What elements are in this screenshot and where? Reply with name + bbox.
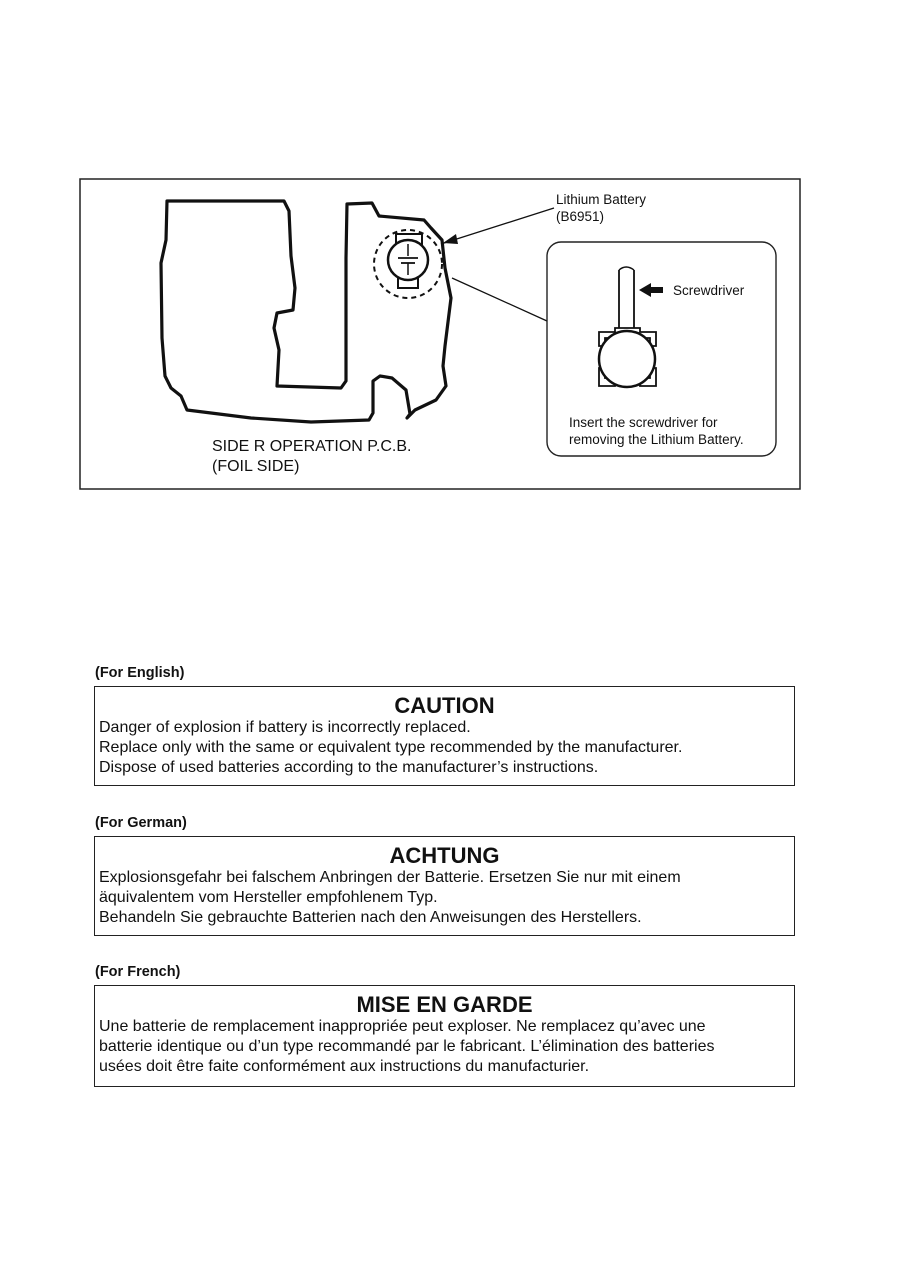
language-label-french: (For French) [95, 964, 181, 980]
battery-leader-line [441, 208, 554, 244]
caution-line: Explosionsgefahr bei falschem Anbringen der Batterie. Ersetzen Sie nur mit einem [99, 869, 681, 886]
caution-box-german [94, 836, 795, 936]
instruction-line-1: Insert the screwdriver for [569, 415, 718, 430]
caution-line: Dispose of used batteries according to the manufacturer’s instructions. [99, 759, 599, 776]
caution-box-english [94, 686, 795, 786]
caution-line: usées doit être faite conformément aux instructions du manufacturier. [99, 1058, 590, 1075]
language-label-german: (For German) [95, 815, 187, 831]
pcb-label [212, 437, 411, 477]
language-label-english: (For English) [95, 665, 185, 681]
screwdriver-label: Screwdriver [673, 283, 745, 298]
caution-line: Danger of explosion if battery is incorrectly replaced. [99, 719, 471, 736]
callout-leader-line [452, 278, 547, 321]
caution-line: äquivalentem vom Hersteller empfohlenem Typ. [99, 889, 438, 906]
caution-line: Replace only with the same or equivalent type recommended by the manufacturer. [99, 739, 683, 756]
caution-line: Une batterie de remplacement inappropriée peut exploser. Ne remplacez qu’avec une [99, 1018, 706, 1035]
battery-label: Lithium Battery [556, 192, 647, 207]
caution-box-french [94, 985, 795, 1087]
battery-location-figure [79, 178, 801, 490]
pcb-label-line-1: SIDE R OPERATION P.C.B. [212, 438, 412, 455]
caution-title: MISE EN GARDE [356, 992, 533, 1017]
battery-icon [374, 230, 442, 298]
battery-code: (B6951) [556, 209, 605, 224]
caution-title: ACHTUNG [389, 843, 500, 868]
caution-line: batterie identique ou d’un type recommandé par le fabricant. L’élimination des batteries [99, 1038, 715, 1055]
caution-title: CAUTION [394, 693, 495, 718]
battery-holder-icon [599, 328, 656, 387]
caution-line: Behandeln Sie gebrauchte Batterien nach den Anweisungen des Herstellers. [99, 909, 642, 926]
pcb-label-line-2: (FOIL SIDE) [212, 458, 300, 475]
instruction-line-2: removing the Lithium Battery. [569, 432, 744, 447]
